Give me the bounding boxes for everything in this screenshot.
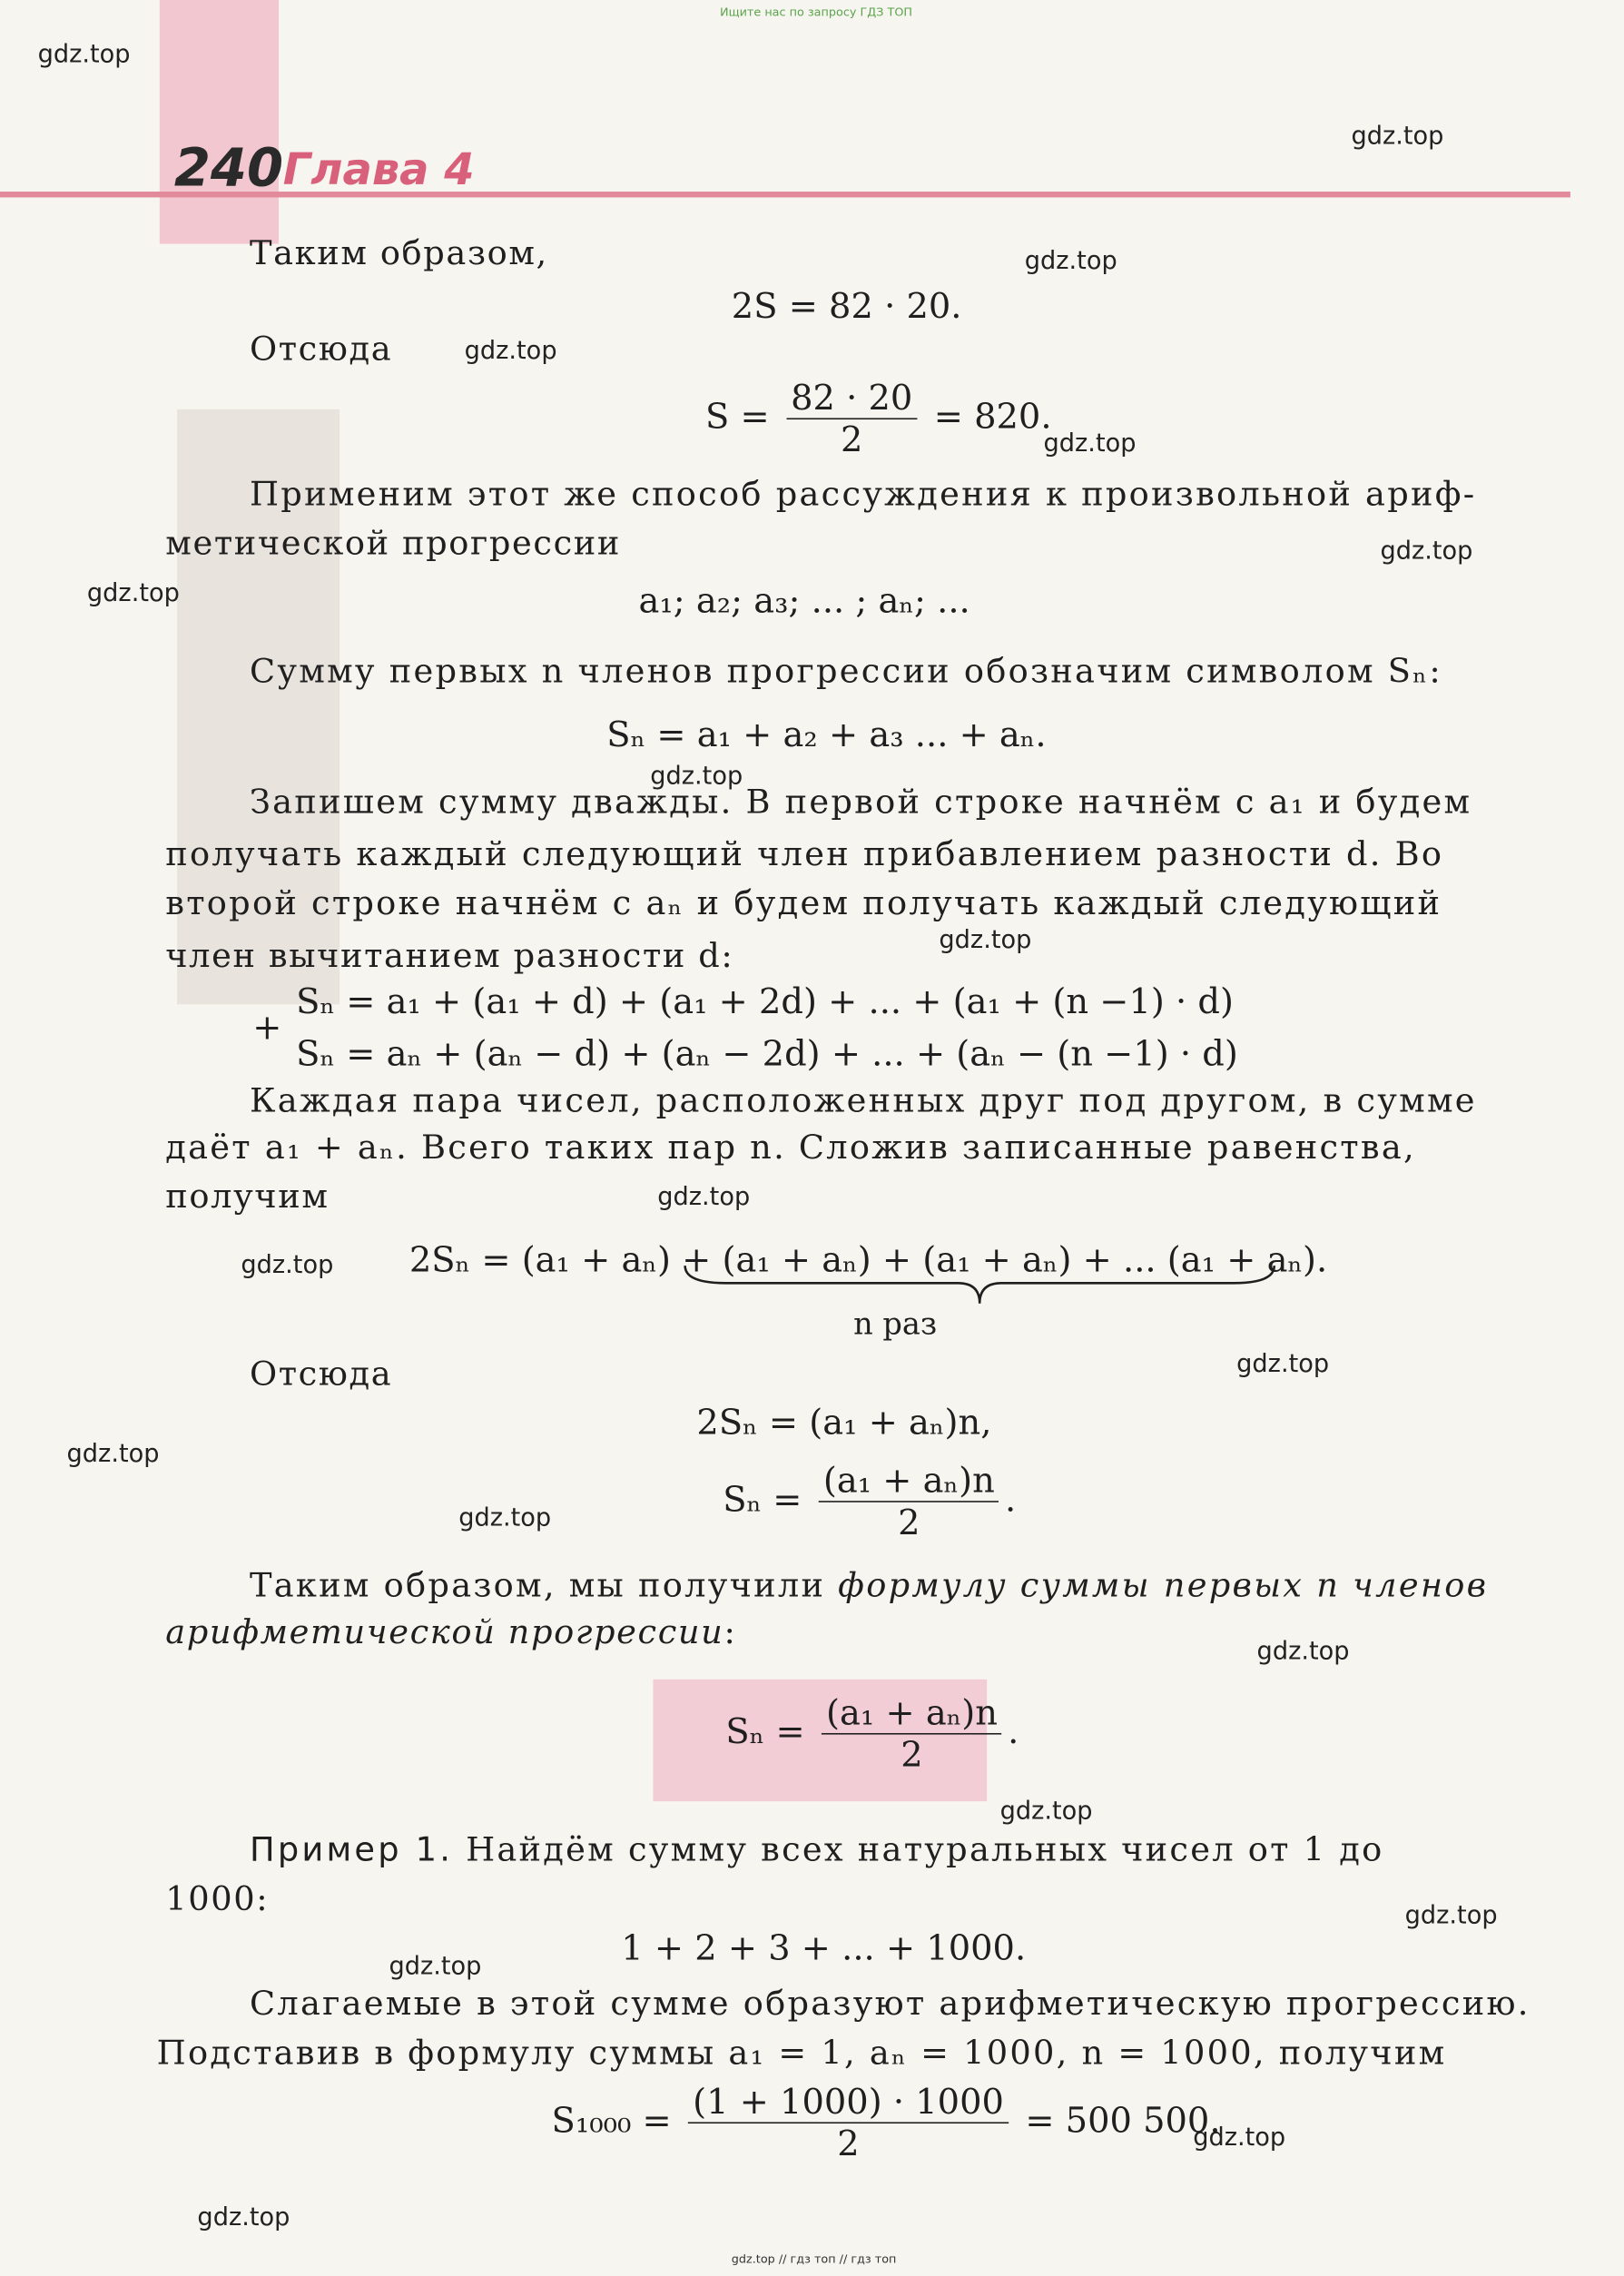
example-text bbox=[250, 1832, 1384, 1870]
watermark: gdz.top bbox=[1236, 1349, 1330, 1379]
watermark: gdz.top bbox=[657, 1183, 751, 1212]
chapter-tab bbox=[160, 0, 279, 244]
formula-tail: . bbox=[1008, 1710, 1019, 1752]
paragraph-text bbox=[165, 1614, 736, 1652]
watermark: gdz.top bbox=[939, 926, 1032, 956]
watermark: gdz.top bbox=[389, 1952, 482, 1982]
formula-rhs: = 500 500. bbox=[1025, 2100, 1221, 2142]
formula-rhs: = 820. bbox=[933, 396, 1052, 438]
fraction-denominator: 2 bbox=[898, 1502, 920, 1543]
paragraph-text: Применим этот же способ рассуждения к произвольной ариф- bbox=[249, 476, 1477, 514]
watermark: gdz.top bbox=[197, 2202, 290, 2232]
formula-lhs: Sₙ = bbox=[723, 1479, 802, 1520]
plus-sign: + bbox=[252, 1007, 282, 1049]
paragraph-text: второй строке начнём с aₙ и будем получать каждый следующий bbox=[165, 885, 1442, 923]
formula-tail: . bbox=[1004, 1479, 1017, 1520]
formula-2sn: 2Sₙ = (a₁ + aₙ)n, bbox=[696, 1402, 992, 1443]
paragraph-text: член вычитанием разности d: bbox=[165, 937, 734, 976]
paragraph-text: Отсюда bbox=[249, 330, 393, 369]
fraction-numerator: (a₁ + aₙ)n bbox=[822, 1692, 1002, 1734]
formula-sn-def: Sₙ = a₁ + a₂ + a₃ ... + aₙ. bbox=[606, 714, 1047, 755]
example-label: Пример 1. bbox=[249, 1831, 454, 1870]
paragraph-text: получим bbox=[165, 1178, 330, 1217]
fraction bbox=[786, 378, 917, 460]
watermark: gdz.top bbox=[1404, 1901, 1498, 1931]
bottom-notice: gdz.top // гдз топ // гдз топ bbox=[731, 2252, 897, 2266]
watermark: gdz.top bbox=[1380, 537, 1473, 567]
paragraph-text bbox=[250, 1568, 1488, 1606]
watermark: gdz.top bbox=[66, 1440, 160, 1469]
watermark: gdz.top bbox=[464, 336, 557, 366]
chapter-title: Глава 4 bbox=[282, 144, 475, 196]
paragraph-italic: формулу суммы первых n членов bbox=[838, 1567, 1489, 1606]
watermark: gdz.top bbox=[86, 578, 180, 608]
watermark: gdz.top bbox=[1043, 429, 1137, 459]
formula-2s: 2S = 82 · 20. bbox=[731, 285, 962, 327]
watermark: gdz.top bbox=[1024, 246, 1117, 276]
watermark: gdz.top bbox=[37, 40, 131, 70]
paragraph-text: Запишем сумму дважды. В первой строке начнём с a₁ и будем bbox=[249, 783, 1472, 822]
fraction-denominator: 2 bbox=[837, 2123, 860, 2164]
fraction bbox=[688, 2082, 1008, 2164]
underbrace bbox=[682, 1263, 1277, 1306]
formula-sum-backward: Sₙ = aₙ + (aₙ − d) + (aₙ − 2d) + ... + (aₙ − (n −1) · d) bbox=[296, 1033, 1238, 1075]
fraction-denominator: 2 bbox=[840, 419, 863, 460]
brace-label: n раз bbox=[853, 1305, 938, 1342]
paragraph-text: метической прогрессии bbox=[165, 525, 622, 564]
paragraph-plain: : bbox=[723, 1613, 737, 1652]
formula-lhs: S = bbox=[705, 396, 770, 438]
top-notice: Ищите нас по запросу ГДЗ ТОП bbox=[720, 5, 913, 19]
paragraph-plain: Таким образом, мы получили bbox=[249, 1567, 839, 1606]
formula-sum-forward: Sₙ = a₁ + (a₁ + d) + (a₁ + 2d) + ... + (a₁ + (n −1) · d) bbox=[296, 980, 1234, 1022]
fraction bbox=[822, 1692, 1002, 1775]
paragraph-text: Каждая пара чисел, расположенных друг под другом, в сумме bbox=[249, 1082, 1477, 1121]
fraction bbox=[819, 1460, 999, 1542]
paragraph-italic: арифметической прогрессии bbox=[165, 1613, 724, 1652]
fraction-numerator: 82 · 20 bbox=[786, 378, 917, 419]
example-body: Найдём сумму всех натуральных чисел от 1 до bbox=[453, 1831, 1384, 1870]
formula-2sn-pairs: 2Sₙ = (a₁ + aₙ) + (a₁ + aₙ) + (a₁ + aₙ) + ... (a₁ + aₙ). bbox=[408, 1239, 1328, 1281]
formula-s1000 bbox=[552, 2082, 1221, 2164]
formula-s-820 bbox=[705, 378, 1052, 460]
formula-sum-highlighted bbox=[725, 1692, 1019, 1775]
paragraph-text: Сумму первых n членов прогрессии обозначим символом Sₙ: bbox=[249, 653, 1442, 692]
page-number: 240 bbox=[173, 139, 284, 200]
watermark: gdz.top bbox=[650, 762, 743, 792]
fraction-numerator: (1 + 1000) · 1000 bbox=[688, 2082, 1008, 2123]
paragraph-text: получать каждый следующий член прибавлением разности d. Во bbox=[165, 835, 1444, 874]
watermark: gdz.top bbox=[458, 1503, 552, 1533]
watermark: gdz.top bbox=[999, 1797, 1093, 1827]
watermark: gdz.top bbox=[241, 1251, 334, 1281]
paragraph-text: даёт a₁ + aₙ. Всего таких пар n. Сложив записанные равенства, bbox=[165, 1128, 1416, 1168]
watermark: gdz.top bbox=[1351, 122, 1444, 152]
formula-progression: a₁; a₂; a₃; ... ; aₙ; ... bbox=[638, 580, 970, 622]
paragraph-text: Слагаемые в этой сумме образуют арифметическую прогрессию. bbox=[249, 1985, 1530, 2024]
formula-sn-derived bbox=[723, 1460, 1016, 1542]
paragraph-text: Отсюда bbox=[249, 1355, 393, 1394]
fraction-numerator: (a₁ + aₙ)n bbox=[819, 1460, 999, 1502]
watermark: gdz.top bbox=[1193, 2123, 1286, 2153]
paragraph-text: Подставив в формулу суммы a₁ = 1, aₙ = 1000, n = 1000, получим bbox=[156, 2035, 1447, 2074]
watermark: gdz.top bbox=[1256, 1637, 1350, 1667]
formula-lhs: Sₙ = bbox=[725, 1710, 805, 1752]
example-text: 1000: bbox=[165, 1881, 270, 1919]
formula-lhs: S₁₀₀₀ = bbox=[551, 2100, 672, 2142]
formula-natural-sum: 1 + 2 + 3 + ... + 1000. bbox=[621, 1927, 1027, 1968]
fraction-denominator: 2 bbox=[901, 1734, 923, 1776]
paragraph-text: Таким образом, bbox=[249, 235, 548, 273]
